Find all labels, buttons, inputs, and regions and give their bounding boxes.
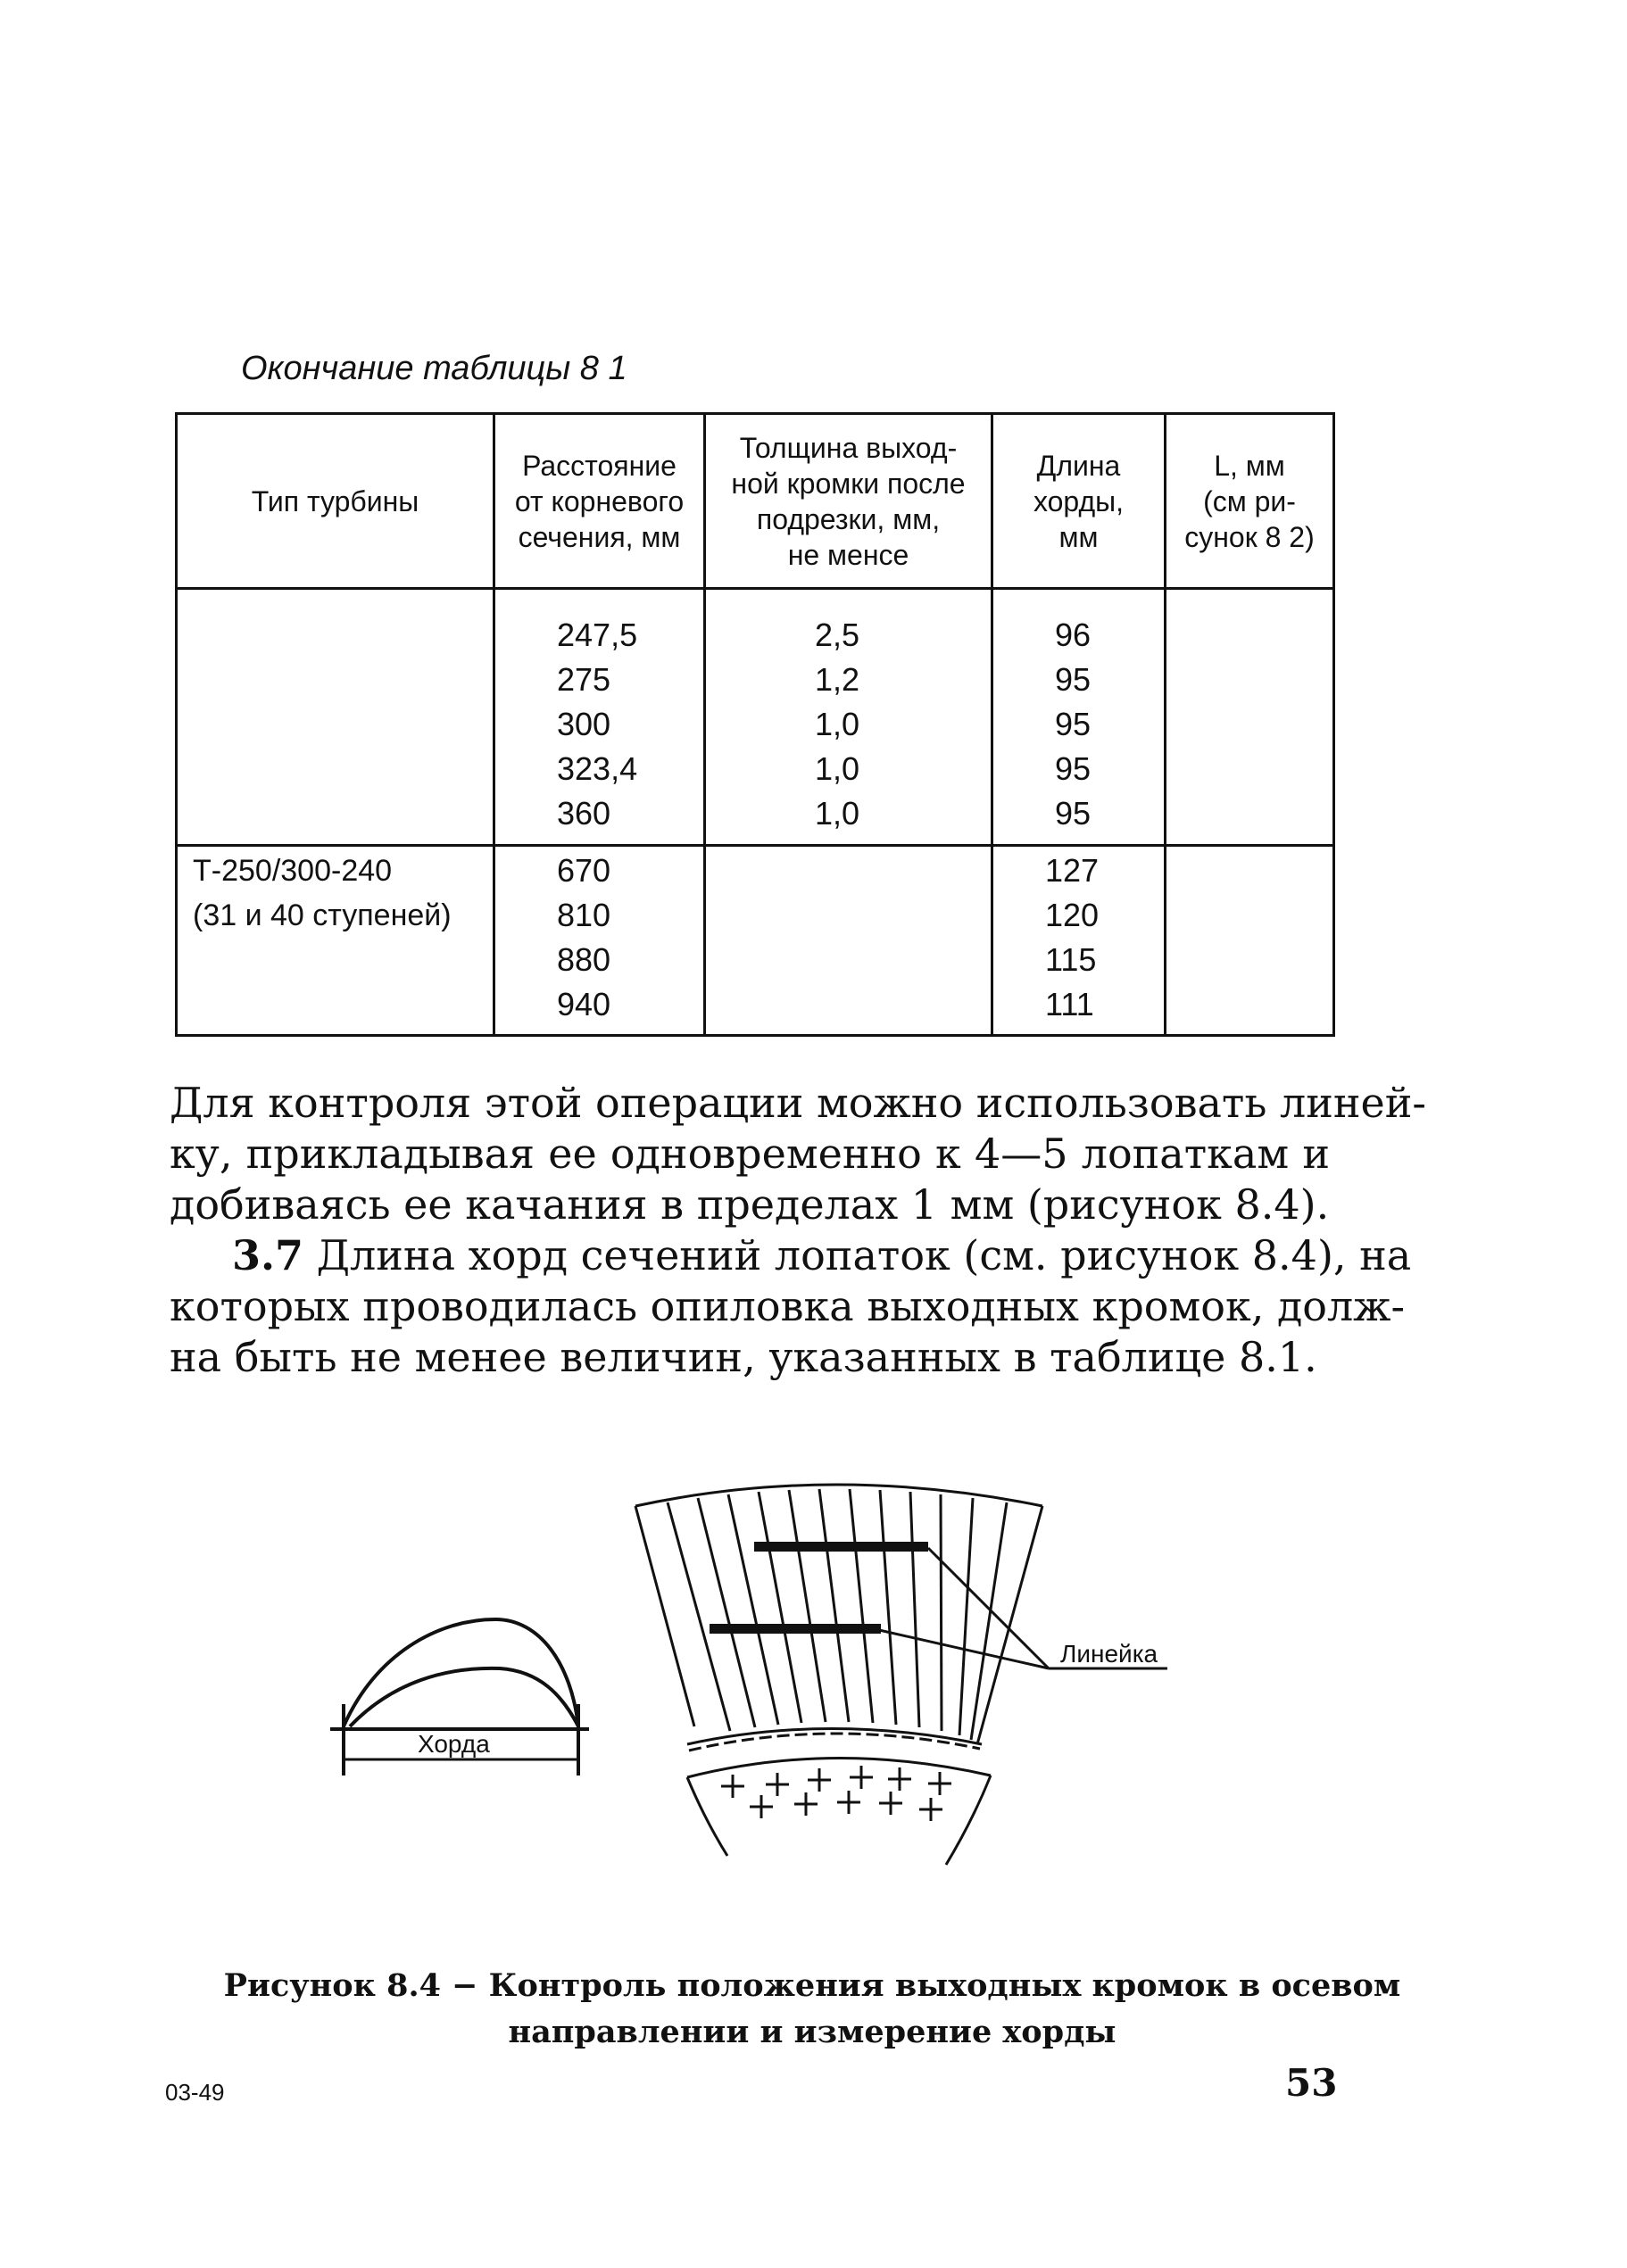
table-cell: 115 [1045, 941, 1097, 978]
table-cell: 323,4 [557, 750, 638, 787]
disk-rim-arc [687, 1758, 991, 1777]
table-cell: 96 [1055, 617, 1092, 653]
ruler-leader [928, 1548, 1049, 1668]
rivet-marks [721, 1766, 951, 1821]
blade-line [819, 1489, 849, 1722]
table-right-border [1332, 412, 1335, 1037]
blade-line [668, 1502, 730, 1731]
blade-profile-front [350, 1668, 578, 1726]
table-cell: 111 [1045, 986, 1094, 1022]
group1-chord-column [1055, 613, 1091, 836]
blade-row-top-arc [635, 1485, 1042, 1506]
header-thickness: Толщина выход- ной кромки после подрезки, мм, не менсе [731, 431, 966, 571]
blade-row-sketch [635, 1485, 1167, 1865]
table-cell: 300 [557, 706, 611, 742]
blade-profile-back [344, 1619, 578, 1726]
header-l: L, мм (см ри- сунок 8 2) [1184, 449, 1315, 553]
ruler-lower [710, 1624, 881, 1634]
rivet-cross [928, 1772, 951, 1795]
table-cell: (31 и 40 ступеней) [193, 898, 452, 932]
blade-line [850, 1489, 873, 1723]
rivet-cross [808, 1768, 831, 1792]
header-turbine-type: Тип турбины [251, 484, 419, 517]
section-number: 3.7 [232, 1231, 304, 1279]
blade-line [941, 1494, 942, 1731]
table-cell: 95 [1055, 795, 1092, 832]
paragraph-line: которых проводилась опиловка выходных кромок, долж- [170, 1282, 1406, 1330]
table-cell: 120 [1045, 897, 1100, 933]
rivet-cross [721, 1775, 744, 1798]
paragraph-line: на быть не менее величин, указанных в таблице 8.1. [170, 1333, 1317, 1381]
table-cell: 880 [557, 941, 611, 978]
figure-8-4 [0, 1463, 1627, 1909]
table-bottom-border [175, 1034, 1335, 1037]
table-cell: 1,0 [815, 706, 860, 742]
table-cell: 95 [1055, 750, 1092, 787]
rivet-cross [919, 1798, 942, 1821]
table-cell: 810 [557, 897, 611, 933]
table [175, 412, 1335, 1037]
rivet-cross [794, 1792, 818, 1816]
paragraph-line: добиваясь ее качания в пределах 1 мм (рисунок 8.4). [170, 1180, 1330, 1229]
paragraph-3-7 [170, 1230, 1412, 1383]
group2-chord-column [1045, 848, 1099, 1027]
group2-distance-column [557, 848, 610, 1027]
table-cell: 940 [557, 986, 611, 1022]
table-group-rule [175, 844, 1335, 847]
table-cell: 95 [1055, 706, 1092, 742]
blade-line [728, 1494, 778, 1725]
header-distance: Расстояние от корневого сечения, мм [514, 449, 685, 553]
rivet-cross [766, 1773, 789, 1796]
blade-row-left-edge [635, 1506, 694, 1726]
group1-thickness-column [815, 613, 859, 836]
paragraph-line: 3.7 Длина хорд сечений лопаток (см. рисунок 8.4), на [232, 1231, 1412, 1279]
ruler-upper [754, 1542, 928, 1552]
chord-label: Хорда [418, 1730, 490, 1758]
group2-type-column [193, 848, 452, 938]
table-cell: 1,0 [815, 750, 860, 787]
table-cell: 2,5 [815, 617, 860, 653]
rivet-cross [888, 1767, 911, 1791]
table-cell: 1,0 [815, 795, 860, 832]
table-caption: Окончание таблицы 8 1 [241, 350, 627, 387]
document-code: 03-49 [165, 2079, 225, 2106]
header-chord: Длина хорды, мм [1033, 449, 1125, 553]
figure-caption-line: Рисунок 8.4 − Контроль положения выходных кромок в осевом [223, 1967, 1401, 2004]
page-number: 53 [1285, 2061, 1338, 2105]
paragraph-line: Для контроля этой операции можно использовать линей- [170, 1079, 1426, 1127]
group1-distance-column [557, 613, 637, 836]
paragraph-ruler-control [170, 1078, 1426, 1230]
table-cell: 670 [557, 852, 611, 889]
disk-right-edge [946, 1775, 991, 1865]
rivet-cross [837, 1791, 860, 1814]
blade-line [959, 1498, 973, 1735]
ruler-label: Линейка [1060, 1640, 1158, 1668]
rivet-cross [850, 1766, 873, 1789]
table-cell: 360 [557, 795, 611, 832]
figure-caption-line: направлении и измерение хорды [508, 2014, 1116, 2050]
rivet-cross [750, 1795, 773, 1818]
blade-line [698, 1498, 755, 1727]
table-header-rule [175, 587, 1335, 590]
paragraph-line: ку, прикладывая ее одновременно к 4—5 лопаткам и [170, 1130, 1330, 1178]
table-cell: 247,5 [557, 617, 638, 653]
table-cell: 1,2 [815, 661, 860, 698]
blade-line [910, 1492, 919, 1727]
rivet-cross [879, 1792, 902, 1815]
blade-line [880, 1490, 896, 1725]
table-cell: 95 [1055, 661, 1092, 698]
table-cell: 275 [557, 661, 611, 698]
table-cell: 127 [1045, 852, 1100, 889]
table-cell: Т-250/300-240 [193, 854, 393, 888]
figure-caption [134, 1963, 1490, 2056]
disk-left-edge [687, 1777, 727, 1856]
